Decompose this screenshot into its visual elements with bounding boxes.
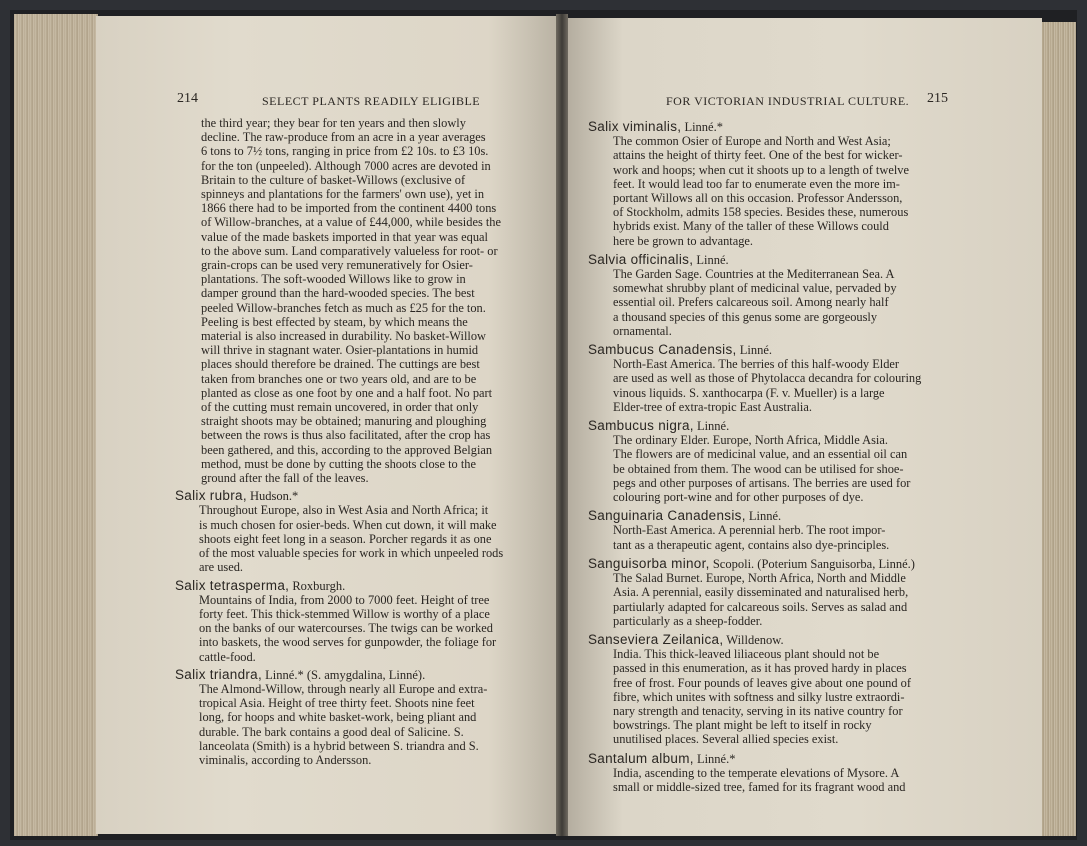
- text-line: on the banks of our watercourses. The twigs can be worked: [199, 621, 493, 636]
- text-line: portant Willows all on this occasion. Professor Andersson,: [613, 191, 903, 206]
- text-line: The Salad Burnet. Europe, North Africa, North and Middle: [613, 571, 906, 586]
- text-line: tropical Asia. Height of tree thirty feet. Shoots nine feet: [199, 696, 475, 711]
- text-line: The common Osier of Europe and North and West Asia;: [613, 134, 891, 149]
- text-line: cattle-food.: [199, 649, 256, 664]
- species-author: Linné.: [693, 419, 730, 434]
- text-line: damper ground than the hard-wooded species. The best: [201, 286, 475, 301]
- text-line: feet. It would lead too far to enumerate even the more im-: [613, 176, 900, 191]
- species-name: Sanguinaria Canadensis,: [588, 508, 746, 524]
- text-line: small or middle-sized tree, famed for its fragrant wood and: [613, 779, 906, 794]
- species-author: Linné.: [736, 343, 773, 358]
- species-author: Hudson.*: [246, 489, 299, 504]
- species-name: Sambucus nigra,: [588, 418, 694, 434]
- species-author: Roxburgh.: [289, 578, 346, 593]
- species-name: Sanseviera Zeilanica,: [588, 631, 724, 647]
- species-entry: [175, 579, 541, 664]
- species-heading: [588, 120, 956, 134]
- text-line: of Willow-branches, at a value of £44,000, while besides the: [201, 215, 502, 230]
- species-entry: [588, 557, 956, 628]
- text-line: The ordinary Elder. Europe, North Africa, Middle Asia.: [613, 433, 888, 448]
- text-line: unutilised places. Several allied species exist.: [613, 732, 839, 747]
- text-line: fibre, which unites with softness and silky lustre extraordi-: [613, 689, 905, 704]
- right-page-body: [588, 116, 956, 794]
- text-line: value of the made baskets imported in that year was equal: [201, 229, 488, 244]
- text-line: 6 tons to 7½ tons, ranging in price from £2 10s. to £3 10s.: [201, 144, 489, 159]
- text-line: method, must be done by cutting the shoots close to the: [201, 456, 476, 471]
- text-line: the third year; they bear for ten years and then slowly: [201, 116, 466, 130]
- text-line: of the cutting must remain uncovered, in order that only: [201, 400, 479, 415]
- text-line: attains the height of thirty feet. One of the best for wicker-: [613, 148, 903, 163]
- species-author: Linné.* (S. amygdalina, Linné).: [262, 667, 426, 682]
- text-line: is much chosen for osier-beds. When cut down, it will make: [199, 517, 497, 532]
- text-line: nary strength and tenacity, serving in its native country for: [613, 703, 903, 718]
- text-line: tant as a therapeutic agent, contains also dye-principles.: [613, 537, 890, 552]
- text-line: colouring port-wine and for other purposes of dye.: [613, 490, 864, 505]
- species-heading: [588, 253, 956, 267]
- text-line: India. This thick-leaved liliaceous plant should not be: [613, 647, 880, 662]
- text-line: into baskets, the wood serves for gunpowder, the foliage for: [199, 635, 497, 650]
- text-line: pegs and other purposes of artisans. The berries are used for: [613, 475, 911, 490]
- left-running-head: SELECT PLANTS READILY ELIGIBLE: [262, 94, 481, 108]
- species-author: Scopoli. (Poterium Sanguisorba, Linné.): [709, 556, 915, 571]
- text-line: 1866 there had to be imported from the continent 4400 tons: [201, 201, 497, 216]
- species-entry: [175, 668, 541, 767]
- species-name: Salix triandra,: [175, 666, 263, 682]
- text-line: The flowers are of medicinal value, and an essential oil can: [613, 447, 908, 462]
- text-line: to the above sum. Land comparatively valueless for root- or: [201, 243, 498, 258]
- species-name: Salvia officinalis,: [588, 251, 694, 267]
- text-line: ornamental.: [613, 323, 672, 338]
- species-name: Salix rubra,: [175, 488, 247, 504]
- text-line: lanceolata (Smith) is a hybrid between S. triandra and S.: [199, 738, 479, 753]
- species-entry: [588, 633, 956, 747]
- text-line: free of frost. Four pounds of leaves give about one pound of: [613, 675, 911, 690]
- text-line: Throughout Europe, also in West Asia and North Africa; it: [199, 503, 489, 518]
- text-line: spinneys and plantations for the farmers' own use), yet in: [201, 187, 485, 202]
- species-entry: [588, 509, 956, 552]
- text-line: North-East America. A perennial herb. The root impor-: [613, 523, 886, 538]
- species-author: Linné.: [693, 252, 729, 267]
- text-line: bowstrings. The plant might be left to itself in rocky: [613, 718, 872, 733]
- text-line: Asia. A perennial, easily disseminated and naturalised herb,: [613, 585, 909, 600]
- text-line: India, ascending to the temperate elevations of Mysore. A: [613, 765, 900, 780]
- species-heading: [175, 489, 541, 503]
- text-line: be obtained from them. The wood can be utilised for shoe-: [613, 461, 904, 476]
- species-name: Santalum album,: [588, 750, 694, 766]
- species-entry: [588, 253, 956, 338]
- text-line: will thrive in stagnant water. Osier-plantations in humid: [201, 343, 479, 358]
- species-heading: [588, 633, 956, 647]
- text-line: here be grown to advantage.: [613, 233, 754, 248]
- left-page-number: 214: [177, 91, 198, 106]
- text-line: a thousand species of this genus some are gorgeously: [613, 309, 878, 324]
- text-line: The Almond-Willow, through nearly all Europe and extra-: [199, 681, 488, 696]
- species-heading: [588, 752, 956, 766]
- species-name: Sambucus Canadensis,: [588, 342, 737, 358]
- text-line: grain-crops can be used very remuneratively for Osier-: [201, 258, 473, 273]
- species-heading: [588, 343, 956, 357]
- text-line: somewhat shrubby plant of medicinal value, pervaded by: [613, 281, 897, 296]
- text-line: Mountains of India, from 2000 to 7000 feet. Height of tree: [199, 592, 490, 607]
- text-line: planted as close as one foot by one and a half foot. No part: [201, 385, 493, 400]
- text-line: shoots eight feet long in a season. Porcher regards it as one: [199, 531, 492, 546]
- text-line: for the ton (unpeeled). Although 7000 acres are devoted in: [201, 158, 491, 173]
- text-line: material is also increased in durability. No basket-Willow: [201, 329, 486, 344]
- text-line: North-East America. The berries of this half-woody Elder: [613, 357, 900, 372]
- species-name: Salix tetrasperma,: [175, 577, 290, 593]
- species-heading: [588, 509, 956, 523]
- text-line: Elder-tree of extra-tropic East Australia.: [613, 399, 812, 414]
- text-line: long, for hoops and white basket-work, being pliant and: [199, 710, 477, 725]
- species-name: Salix viminalis,: [588, 119, 682, 134]
- text-line: essential oil. Prefers calcareous soil. Among nearly half: [613, 295, 889, 310]
- text-line: plantations. The soft-wooded Willows like to grow in: [201, 272, 466, 287]
- text-line: been gathered, and this, according to the approved Belgian: [201, 442, 493, 457]
- text-line: passed in this enumeration, as it has proved hardy in places: [613, 661, 907, 676]
- species-author: Willdenow.: [723, 632, 784, 647]
- text-line: taken from branches one or two years old, and are to be: [201, 371, 477, 386]
- text-line: hybrids exist. Many of the taller of these Willows could: [613, 219, 889, 234]
- right-page-number: 215: [927, 91, 948, 106]
- text-line: between the rows is thus also facilitated, after the crop has: [201, 428, 491, 443]
- species-entry: [588, 120, 956, 248]
- species-author: Linné.*: [693, 751, 736, 766]
- text-line: of the most valuable species for work in which unpeeled rods: [199, 546, 504, 561]
- text-line: vinous liquids. S. xanthocarpa (F. v. Mueller) is a large: [613, 385, 885, 400]
- left-page-body: [175, 116, 541, 767]
- species-heading: [175, 668, 541, 682]
- text-line: places should therefore be drained. The cuttings are best: [201, 357, 480, 372]
- text-line: decline. The raw-produce from an acre in a year averages: [201, 130, 486, 145]
- text-line: are used.: [199, 560, 244, 575]
- text-line: ground after the fall of the leaves.: [201, 471, 369, 486]
- species-entry: [588, 343, 956, 414]
- species-author: Linné.: [745, 509, 782, 524]
- species-entry: [588, 419, 956, 504]
- species-entry: [588, 752, 956, 795]
- text-line: durable. The bark contains a good deal of Salicine. S.: [199, 724, 464, 739]
- text-line: particularly as a sheep-fodder.: [613, 613, 763, 628]
- species-author: Linné.*: [681, 120, 723, 134]
- text-line: of Stockholm, admits 158 species. Besides these, numerous: [613, 205, 909, 220]
- book-gutter: [556, 14, 568, 836]
- text-line: peeled Willow-branches fetch as much as £25 for the ton.: [201, 300, 486, 315]
- text-line: Britain to the culture of basket-Willows (exclusive of: [201, 172, 466, 187]
- text-line: work and hoops; when cut it shoots up to a length of twelve: [613, 162, 909, 177]
- text-line: Peeling is best effected by steam, by which means the: [201, 314, 468, 329]
- species-name: Sanguisorba minor,: [588, 555, 710, 571]
- text-line: forty feet. This thick-stemmed Willow is worthy of a place: [199, 606, 490, 621]
- species-entry: [175, 489, 541, 574]
- species-heading: [588, 419, 956, 433]
- species-heading: [588, 557, 956, 571]
- text-line: The Garden Sage. Countries at the Mediterranean Sea. A: [613, 267, 895, 282]
- left-page-edges: [14, 14, 98, 836]
- text-line: are used as well as those of Phytolacca decandra for colouring: [613, 371, 922, 386]
- species-heading: [175, 579, 541, 593]
- text-line: viminalis, according to Andersson.: [199, 752, 372, 767]
- text-line: straight shoots may be obtained; manuring and ploughing: [201, 414, 487, 429]
- right-running-head: FOR VICTORIAN INDUSTRIAL CULTURE.: [666, 94, 910, 108]
- text-line: partiularly adapted for calcareous soils. Serves as salad and: [613, 599, 908, 614]
- right-page-edges: [1040, 22, 1076, 836]
